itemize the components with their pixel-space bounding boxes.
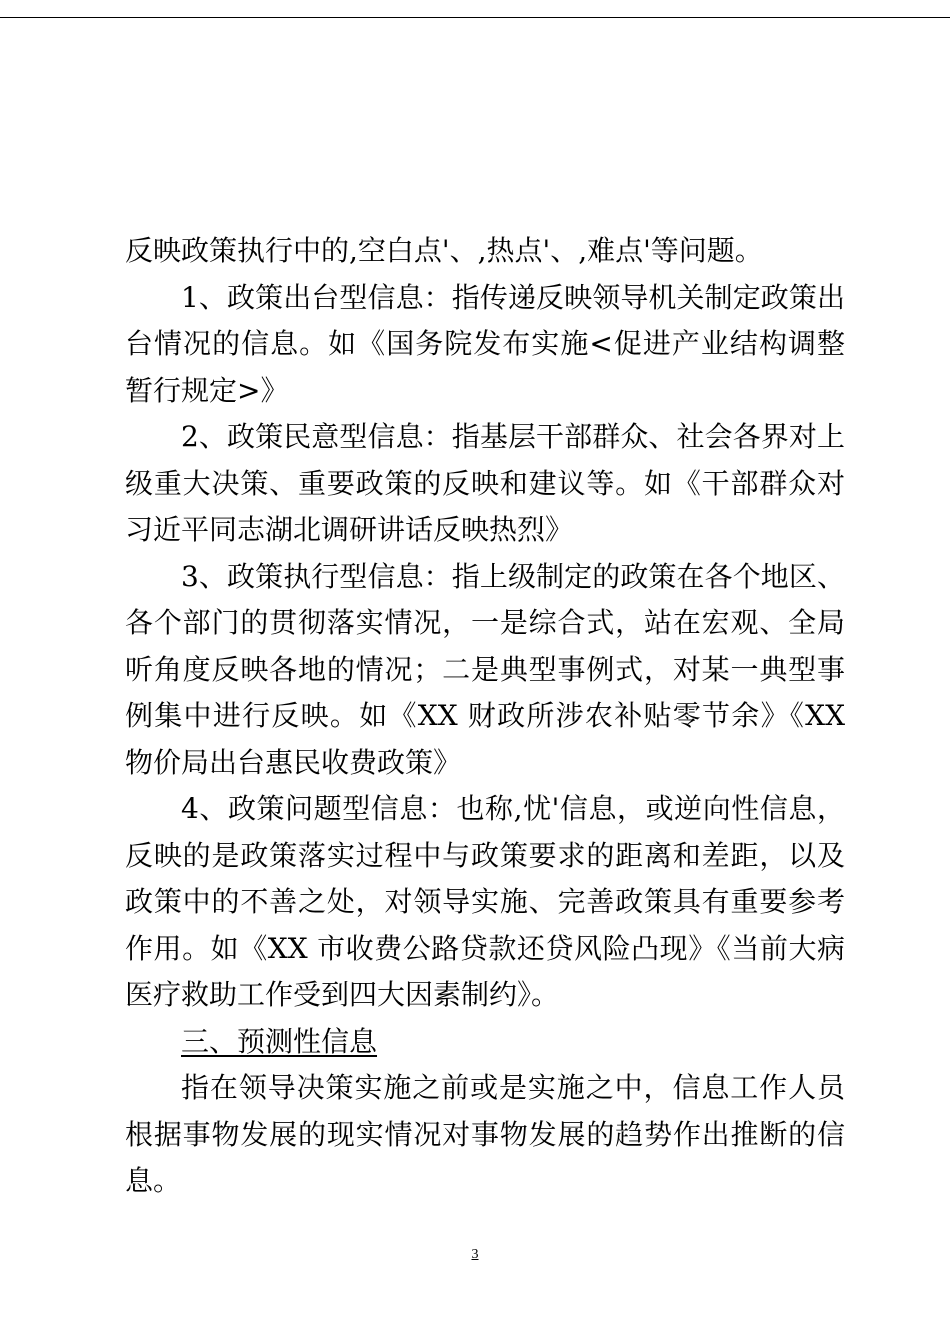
header-rule xyxy=(0,17,950,18)
section-heading-predictive xyxy=(125,1019,845,1066)
paragraph-policy-release: 1、政策出台型信息：指传递反映领导机关制定政策出台情况的信息。如《国务院发布实施<促进产业结构调整暂行规定>》 xyxy=(125,280,845,407)
paragraph-predictive-definition: 指在领导决策实施之前或是实施之中，信息工作人员根据事物发展的现实情况对事物发展的趋势作出推断的信息。 xyxy=(125,1071,845,1197)
document-body xyxy=(125,228,845,1205)
paragraph-public-opinion: 2、政策民意型信息：指基层干部群众、社会各界对上级重大决策、重要政策的反映和建议等。如《干部群众对习近平同志湖北调研讲话反映热烈》 xyxy=(125,420,845,546)
paragraph-policy-execution: 3、政策执行型信息：指上级制定的政策在各个地区、各个部门的贯彻落实情况，一是综合式，站在宏观、全局听角度反映各地的情况；二是典型事例式，对某一典型事例集中进行反映。如《XX 财政所涉农补贴零节余》《XX 物价局出台惠民收费政策》 xyxy=(125,559,845,779)
paragraph-intro: 反映政策执行中的,空白点'、,热点'、,难点'等问题。 xyxy=(125,234,763,267)
page-number: 3 xyxy=(471,1247,479,1262)
paragraph-policy-problems: 4、政策问题型信息：也称,忧'信息，或逆向性信息，反映的是政策落实过程中与政策要求的距离和差距，以及政策中的不善之处，对领导实施、完善政策具有重要参考作用。如《XX 市收费公路贷款还贷风险凸现》《当前大病医疗救助工作受到四大因素制约》。 xyxy=(125,792,845,1011)
section-heading-text: 三、预测性信息 xyxy=(181,1024,378,1058)
